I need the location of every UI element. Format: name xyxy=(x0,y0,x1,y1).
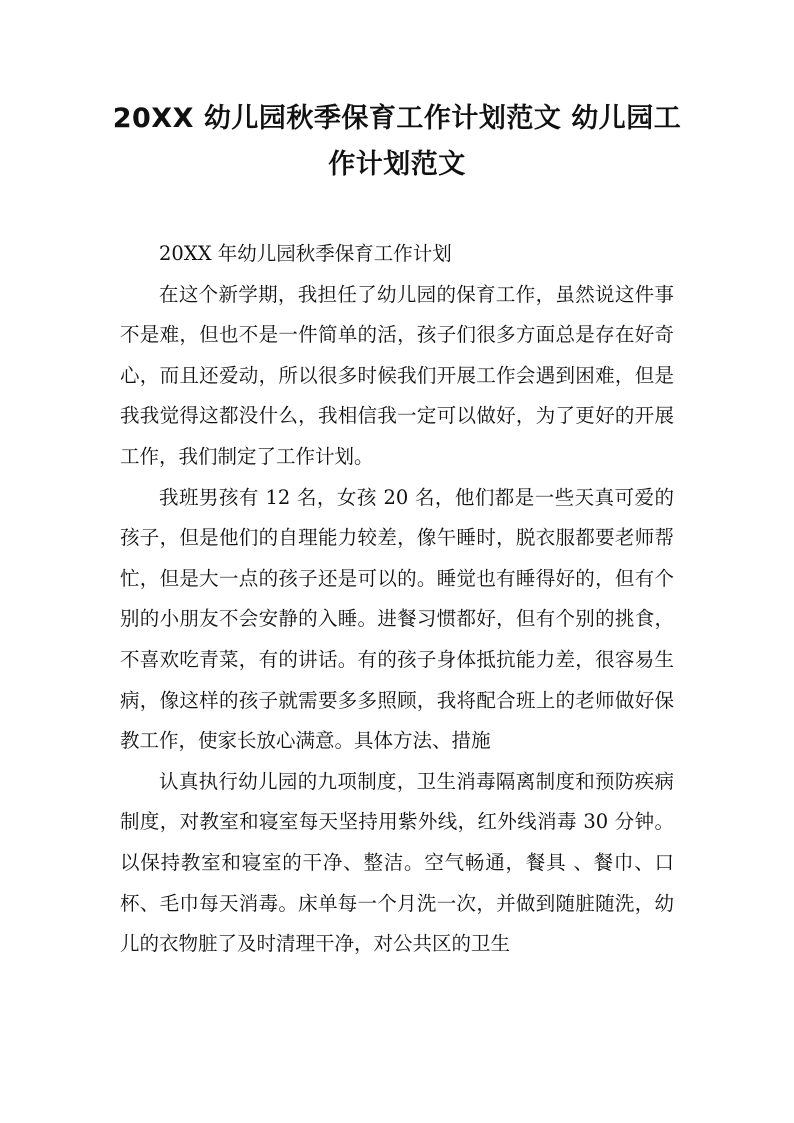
document-title: 20XX 幼儿园秋季保育工作计划范文 幼儿园工作计划范文 xyxy=(112,103,682,180)
paragraph-class-status: 我班男孩有 12 名，女孩 20 名，他们都是一些天真可爱的孩子，但是他们的自理能力较差，像午睡时，脱衣服都要老师帮忙，但是大一点的孩子还是可以的。睡觉也有睡得好的，但有个别的小朋友不会安静的入睡。进餐习惯都好，但有个别的挑食，不喜欢吃青菜，有的讲话。有的孩子身体抵抗能力差，很容易生病，像这样的孩子就需要多多照顾，我将配合班上的老师做好保教工作，使家长放心满意。具体方法、措施 xyxy=(120,485,674,753)
paragraph-subtitle: 20XX 年幼儿园秋季保育工作计划 xyxy=(159,242,452,265)
paragraph-hygiene: 认真执行幼儿园的九项制度，卫生消毒隔离制度和预防疾病制度，对教室和寝室每天坚持用紫外线，红外线消毒 30 分钟。以保持教室和寝室的干净、整洁。空气畅通，餐具 、餐巾、口杯、毛巾每天消毒。床单每一个月洗一次，并做到随脏随洗，幼儿的衣物脏了及时清理干净，对公共区的卫生 xyxy=(120,769,674,956)
paragraph-intro: 在这个新学期，我担任了幼儿园的保育工作，虽然说这件事不是难，但也不是一件简单的活，孩子们很多方面总是存在好奇心，而且还爱动，所以很多时候我们开展工作会遇到困难，但是我我觉得这都没什么，我相信我一定可以做好，为了更好的开展工作，我们制定了工作计划。 xyxy=(120,282,674,468)
document-body xyxy=(120,234,674,965)
